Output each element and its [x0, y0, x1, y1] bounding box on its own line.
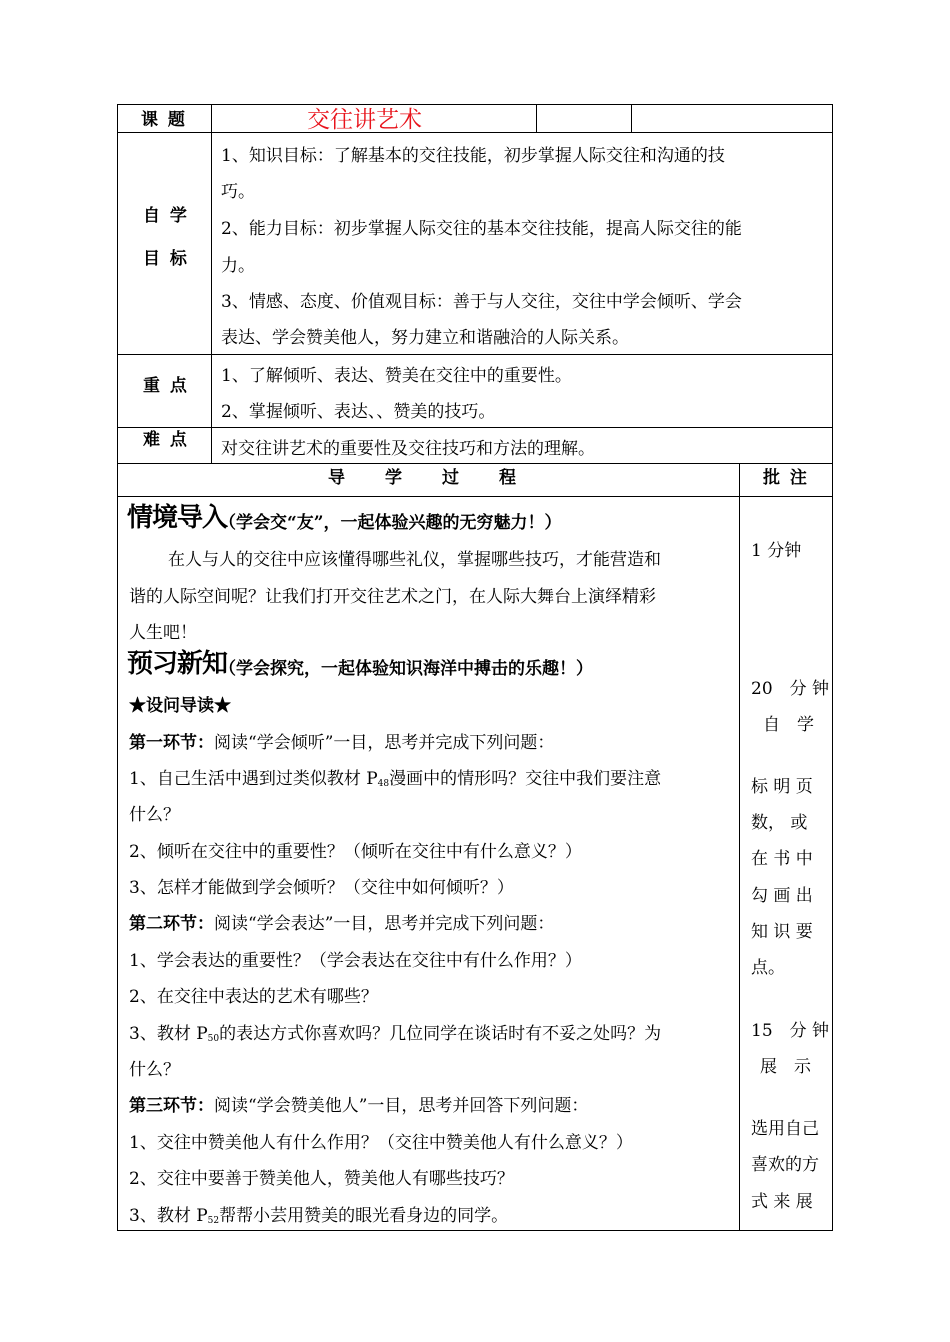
question-line: 什么？ — [129, 1060, 180, 1080]
table-row-divider — [117, 463, 833, 464]
note-text: 知 识 要 — [751, 922, 813, 942]
note-time: 1 分钟 — [751, 541, 802, 561]
section-one-text: 阅读“学会倾听”一目，思考并完成下列问题： — [214, 733, 555, 753]
question-text: 帮帮小芸用赞美的眼光看身边的同学。 — [219, 1206, 509, 1226]
key-point-line: 2、掌握倾听、表达、、赞美的技巧。 — [221, 402, 496, 422]
note-text: 标 明 页 — [751, 777, 813, 797]
intro-line: 在人与人的交往中应该懂得哪些礼仪，掌握哪些技巧，才能营造和 — [168, 550, 661, 570]
objectives-label: 目 标 — [143, 249, 189, 269]
question-line: 2、在交往中表达的艺术有哪些？ — [129, 987, 378, 1007]
page-number-subscript: 52 — [207, 1216, 220, 1226]
objective-line: 表达、学会赞美他人，努力建立和谐融洽的人际关系。 — [221, 328, 629, 348]
note-text: 数， 或 — [751, 813, 808, 833]
objective-line: 巧。 — [221, 182, 255, 202]
question-text: 的表达方式你喜欢吗？几位同学在谈话时有不妥之处吗？为 — [219, 1024, 662, 1044]
intro-title: 情境导入 — [127, 503, 228, 533]
section-three-text: 阅读“学会赞美他人”一目，思考并回答下列问题： — [214, 1096, 589, 1116]
intro-subtitle: （学会交“友”，一起体验兴趣的无穷魅力！） — [219, 513, 562, 533]
intro-line: 谐的人际空间呢？让我们打开交往艺术之门，在人际大舞台上演绎精彩 — [129, 587, 656, 607]
table-border-top — [117, 104, 833, 105]
page-number-subscript: 48 — [377, 779, 390, 789]
question-line: 什么？ — [129, 805, 180, 825]
question-line — [129, 769, 661, 794]
section-three-heading: 第三环节： — [129, 1096, 214, 1116]
note-text: 选用自己 — [751, 1119, 819, 1139]
question-line: 3、怎样才能做到学会倾听？（交往中如何倾听？） — [129, 878, 514, 898]
section-two-heading: 第二环节： — [129, 914, 214, 934]
difficulty-label: 难 点 — [143, 430, 189, 450]
title-cell-divider — [536, 104, 537, 133]
section-one — [129, 733, 554, 753]
table-row-divider — [117, 427, 833, 428]
objective-line: 3、情感、态度、价值观目标：善于与人交往，交往中学会倾听、学会 — [221, 292, 742, 312]
question-text: 漫画中的情形吗？交往中我们要注意 — [389, 769, 662, 789]
objective-line: 1、知识目标：了解基本的交往技能，初步掌握人际交往和沟通的技 — [221, 146, 725, 166]
objectives-label: 自 学 — [143, 206, 189, 226]
note-text: 展 示 — [760, 1057, 811, 1077]
key-points-label: 重 点 — [143, 376, 189, 396]
section-two — [129, 914, 554, 934]
question-text: 1、自己生活中遇到过类似教材 P — [129, 769, 378, 789]
note-text: 勾 画 出 — [751, 886, 813, 906]
question-line: 1、交往中赞美他人有什么作用？（交往中赞美他人有什么意义？） — [129, 1133, 633, 1153]
notes-header: 批 注 — [763, 468, 809, 488]
question-text: 3、教材 P — [129, 1024, 208, 1044]
question-line: 2、交往中要善于赞美他人，赞美他人有哪些技巧？ — [129, 1169, 514, 1189]
note-text: 自 学 — [763, 715, 814, 735]
guide-heading: ★设问导读★ — [129, 696, 231, 716]
table-border-left — [117, 104, 118, 1231]
question-text: 3、教材 P — [129, 1206, 208, 1226]
table-border-right — [832, 104, 833, 1231]
note-text: 点。 — [751, 958, 785, 978]
note-text: 在 书 中 — [751, 849, 813, 869]
page-number-subscript: 50 — [207, 1034, 220, 1044]
question-line — [129, 1024, 661, 1049]
title-cell-divider — [631, 104, 632, 133]
note-text: 式 来 展 — [751, 1192, 813, 1212]
process-header: 导 学 过 程 — [328, 468, 518, 488]
question-line: 2、倾听在交往中的重要性？（倾听在交往中有什么意义？） — [129, 842, 582, 862]
note-text: 喜欢的方 — [751, 1155, 819, 1175]
preview-title: 预习新知 — [127, 649, 228, 679]
label-column-divider — [211, 104, 212, 464]
table-row-divider — [117, 354, 833, 355]
note-time: 15 分 钟 — [751, 1021, 830, 1041]
topic-label: 课 题 — [141, 110, 187, 130]
section-one-heading: 第一环节： — [129, 733, 214, 753]
note-time: 20 分 钟 — [751, 679, 830, 699]
question-line — [129, 1206, 508, 1231]
table-row-divider — [117, 132, 833, 133]
table-row-divider — [117, 496, 833, 497]
topic-title: 交往讲艺术 — [307, 107, 422, 133]
preview-subtitle: （学会探究，一起体验知识海洋中搏击的乐趣！） — [219, 659, 593, 679]
difficulty-text: 对交往讲艺术的重要性及交往技巧和方法的理解。 — [221, 439, 595, 459]
objective-line: 力。 — [221, 256, 255, 276]
objective-line: 2、能力目标：初步掌握人际交往的基本交往技能，提高人际交往的能 — [221, 219, 742, 239]
question-line: 1、学会表达的重要性？（学会表达在交往中有什么作用？） — [129, 951, 582, 971]
notes-column-divider — [739, 463, 740, 1231]
section-two-text: 阅读“学会表达”一目，思考并完成下列问题： — [214, 914, 555, 934]
intro-line: 人生吧！ — [129, 623, 197, 643]
key-point-line: 1、了解倾听、表达、赞美在交往中的重要性。 — [221, 366, 572, 386]
section-three — [129, 1096, 588, 1116]
